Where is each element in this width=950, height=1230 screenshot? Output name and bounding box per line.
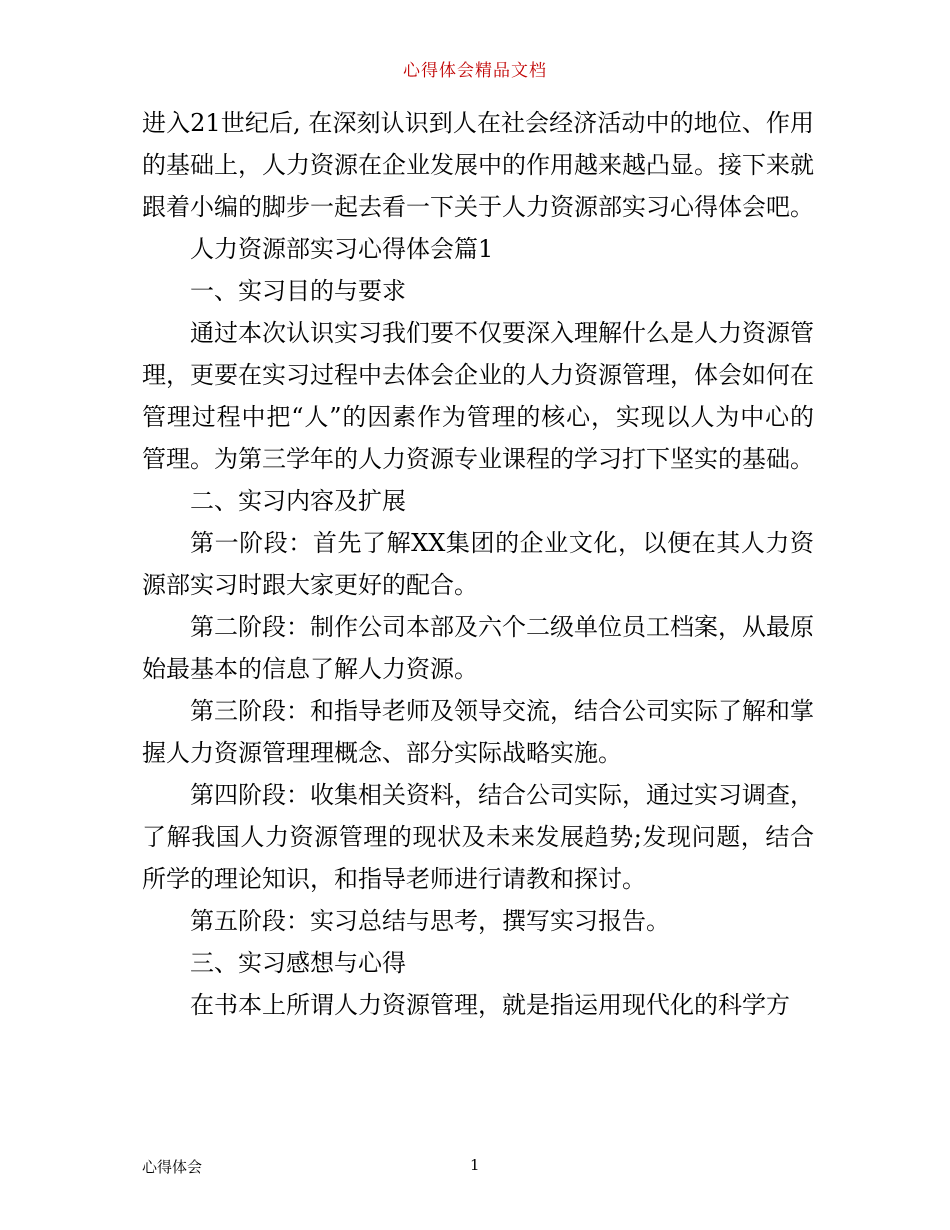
stage-5-paragraph: 第五阶段：实习总结与思考，撰写实习报告。 [190,907,670,935]
purpose-paragraph: 通过本次认识实习我们要不仅要深入理解什么是人力资源管理，更要在实习过程中去体会企业的人力资源管理，体会如何在管理过程中把“人”的因素作为管理的核心，实现以人为中心的管理。为第三学年的人力资源专业课程的学习打下坚实的基础。 [142,319,814,473]
stage-3-paragraph: 第三阶段：和指导老师及领导交流，结合公司实际了解和掌握人力资源管理理概念、部分实际战略实施。 [142,697,814,767]
heading-purpose: 一、实习目的与要求 [190,277,406,305]
section-title: 人力资源部实习心得体会篇1 [190,235,494,263]
document-body [142,102,814,1026]
page-header-title: 心得体会精品文档 [403,61,547,81]
heading-reflection: 三、实习感想与心得 [190,949,406,977]
stage-1-paragraph: 第一阶段：首先了解XX集团的企业文化，以便在其人力资源部实习时跟大家更好的配合。 [142,529,814,599]
reflection-paragraph: 在书本上所谓人力资源管理，就是指运用现代化的科学方 [190,991,790,1019]
page-number: 1 [470,1156,480,1174]
heading-content: 二、实习内容及扩展 [190,487,406,515]
stage-2-paragraph: 第二阶段：制作公司本部及六个二级单位员工档案，从最原始最基本的信息了解人力资源。 [142,613,814,683]
intro-paragraph: 进入21世纪后, 在深刻认识到人在社会经济活动中的地位、作用的基础上，人力资源在企业发展中的作用越来越凸显。接下来就跟着小编的脚步一起去看一下关于人力资源部实习心得体会吧。 [142,109,814,221]
footer-label: 心得体会 [142,1158,203,1176]
stage-4-paragraph: 第四阶段：收集相关资料，结合公司实际，通过实习调查，了解我国人力资源管理的现状及未来发展趋势;发现问题，结合所学的理论知识，和指导老师进行请教和探讨。 [142,781,814,893]
